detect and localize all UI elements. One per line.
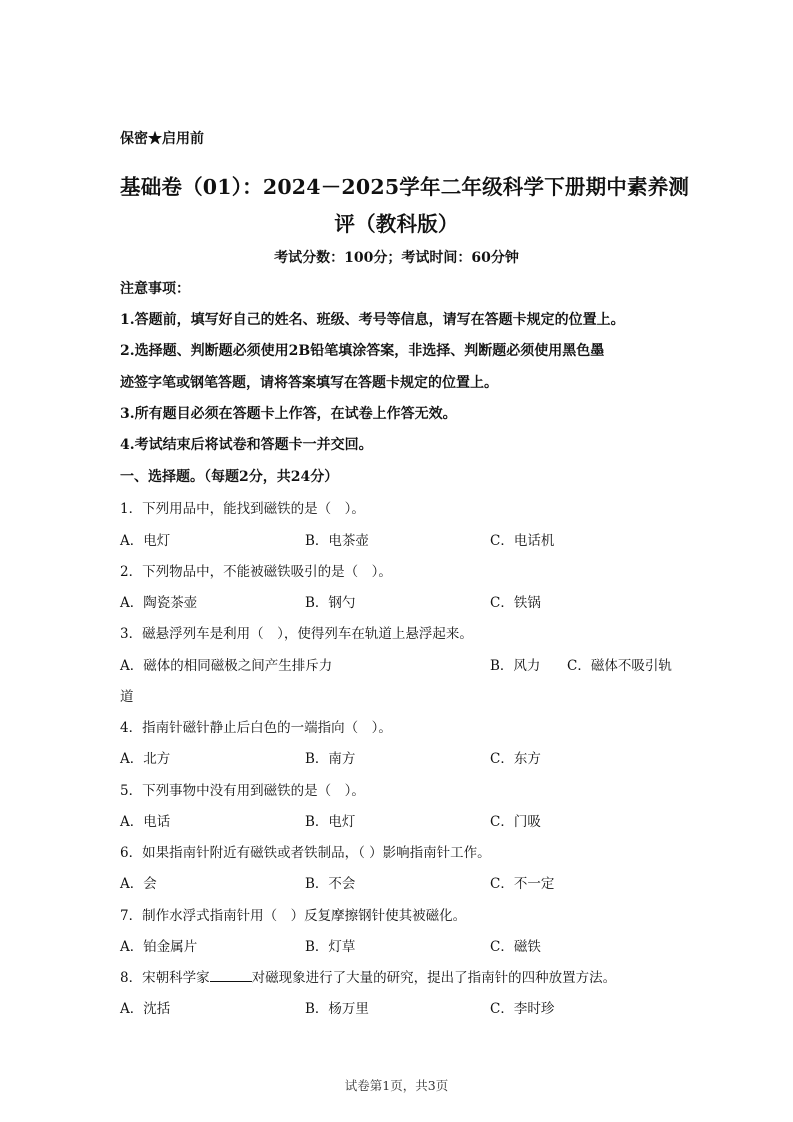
exam-info: 考试分数：100分；考试时间：60分钟	[274, 250, 519, 266]
notice-heading: 注意事项：	[120, 281, 190, 297]
option-b: B．风力	[490, 658, 541, 674]
section-heading: 一、选择题。（每题2分，共24分）	[120, 469, 339, 485]
option-c: C．铁锅	[490, 595, 541, 611]
option-b: B．电茶壶	[305, 533, 369, 549]
option-c: C．磁铁	[490, 939, 541, 955]
exam-title-line2: 评（教科版）	[334, 212, 459, 236]
option-a: A．沈括	[120, 1001, 171, 1017]
option-a: A．会	[120, 876, 157, 892]
notice-item: 1.答题前，填写好自己的姓名、班级、考号等信息，请写在答题卡规定的位置上。	[120, 312, 625, 328]
confidential-label: 保密★启用前	[120, 131, 204, 147]
answer-blank	[210, 969, 252, 982]
option-c: C．李时珍	[490, 1001, 555, 1017]
question-stem: 7．制作水浮式指南针用（ ）反复摩擦钢针使其被磁化。	[120, 908, 467, 924]
option-b: B．电灯	[305, 814, 356, 830]
option-b: B．钢勺	[305, 595, 356, 611]
notice-item: 4.考试结束后将试卷和答题卡一并交回。	[120, 437, 373, 453]
option-c: C．电话机	[490, 533, 555, 549]
notice-item: 2.选择题、判断题必须使用2B铅笔填涂答案，非选择、判断题必须使用黑色墨	[120, 343, 605, 359]
notice-item: 3.所有题目必须在答题卡上作答，在试卷上作答无效。	[120, 406, 457, 422]
question-stem: 5．下列事物中没有用到磁铁的是（ ）。	[120, 783, 365, 799]
option-a: A．北方	[120, 751, 171, 767]
option-a: A．电话	[120, 814, 171, 830]
option-a: A．电灯	[120, 533, 171, 549]
question-stem: 6．如果指南针附近有磁铁或者铁制品，（ ）影响指南针工作。	[120, 845, 491, 861]
notice-item: 迹签字笔或钢笔答题，请将答案填写在答题卡规定的位置上。	[120, 375, 498, 391]
option-a: A．磁体的相同磁极之间产生排斥力	[120, 658, 333, 674]
question-stem-before: 8．宋朝科学家	[120, 970, 210, 986]
option-c-wrap: 道	[120, 689, 134, 705]
question-stem	[120, 966, 616, 986]
option-b: B．南方	[305, 751, 356, 767]
option-c: C．东方	[490, 751, 541, 767]
page-footer: 试卷第1页，共3页	[344, 1078, 449, 1093]
option-b: B．灯草	[305, 939, 356, 955]
option-b: B．杨万里	[305, 1001, 369, 1017]
question-stem: 4．指南针磁针静止后白色的一端指向（ ）。	[120, 720, 392, 736]
option-c: C．磁体不吸引轨	[567, 658, 672, 674]
option-a: A．陶瓷茶壶	[120, 595, 198, 611]
question-stem: 2．下列物品中，不能被磁铁吸引的是（ ）。	[120, 564, 392, 580]
option-a: A．铂金属片	[120, 939, 198, 955]
option-c: C．门吸	[490, 814, 541, 830]
option-b: B．不会	[305, 876, 356, 892]
exam-title-line1: 基础卷（01）：2024－2025学年二年级科学下册期中素养测	[120, 175, 690, 199]
question-stem: 3．磁悬浮列车是利用（ ），使得列车在轨道上悬浮起来。	[120, 626, 473, 642]
question-stem-after: 对磁现象进行了大量的研究，提出了指南针的四种放置方法。	[251, 970, 617, 986]
option-c: C．不一定	[490, 876, 555, 892]
question-stem: 1．下列用品中，能找到磁铁的是（ ）。	[120, 501, 365, 517]
